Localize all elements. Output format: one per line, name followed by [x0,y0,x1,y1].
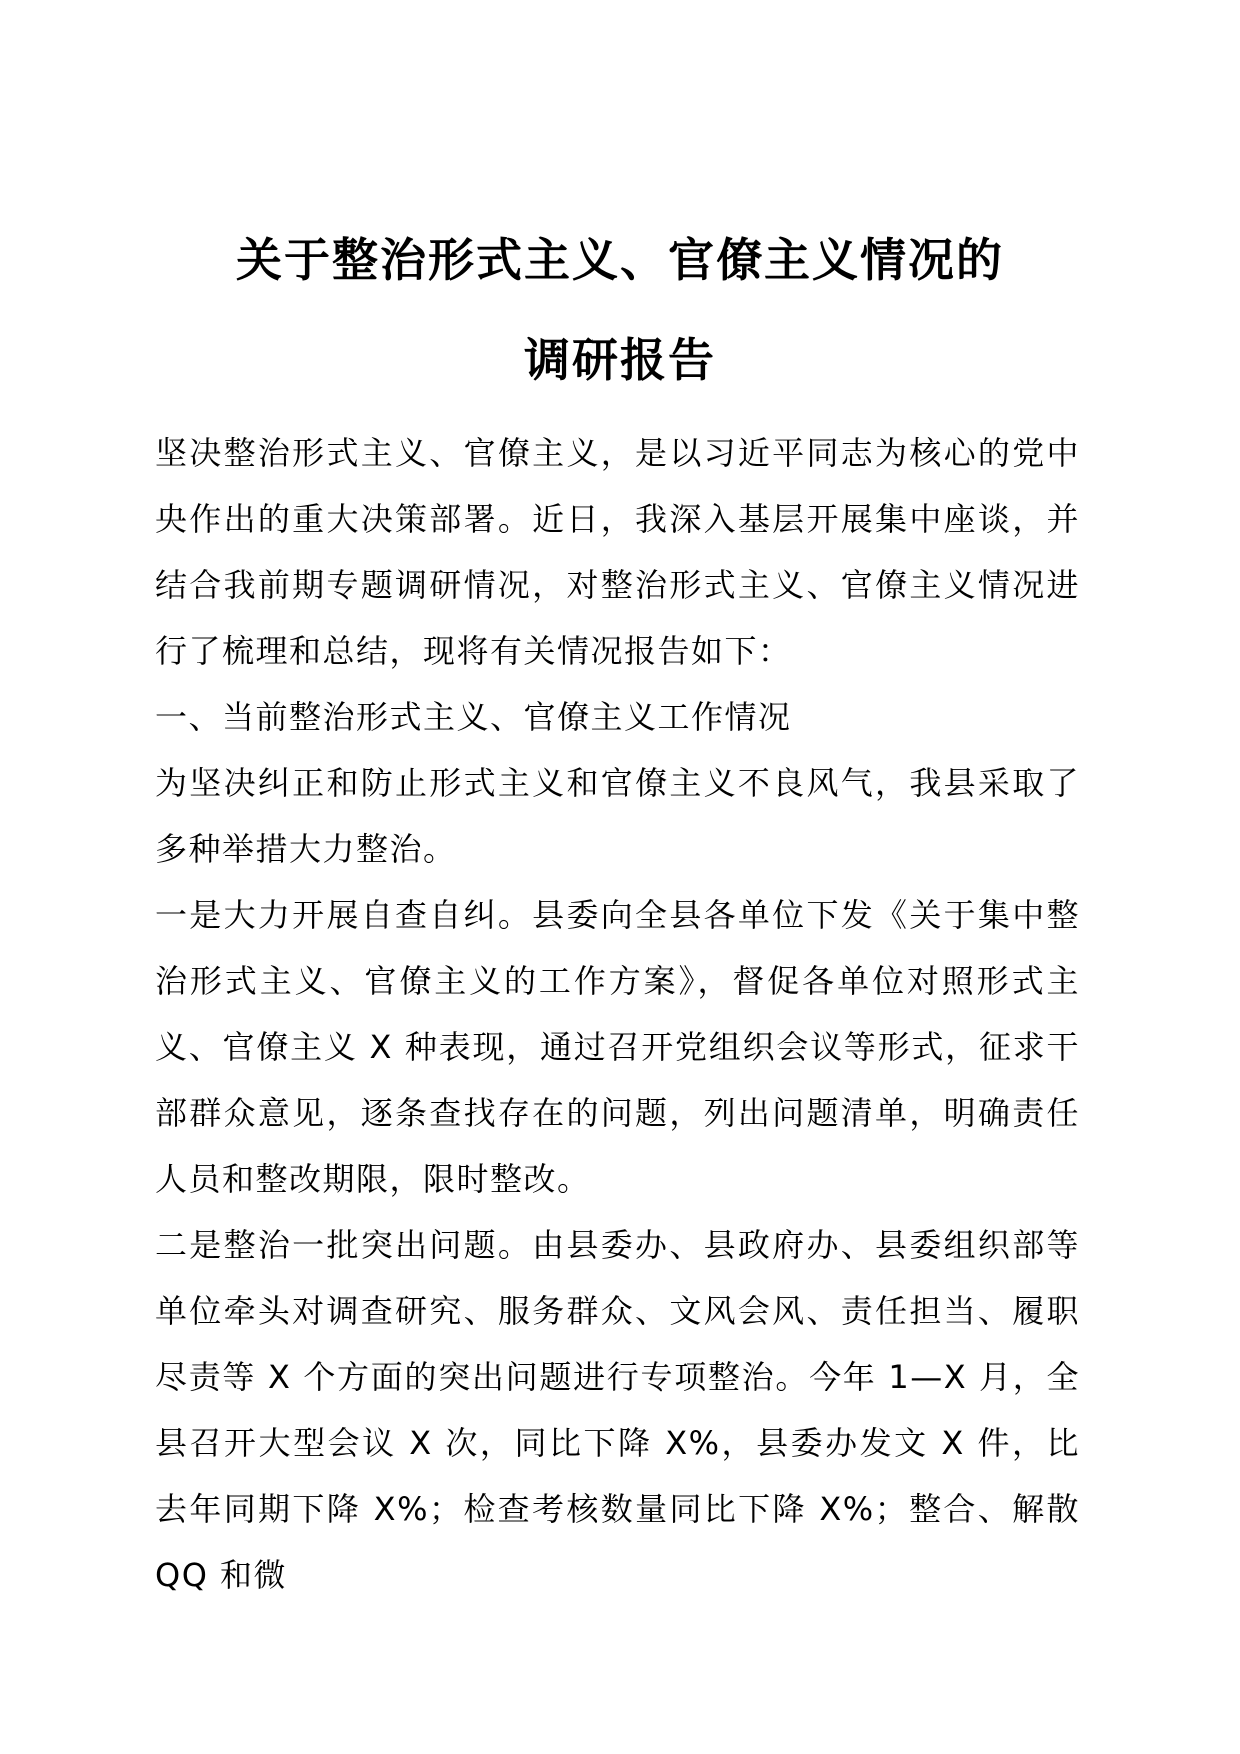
document-title [0,210,1240,410]
document-body [155,420,1080,1608]
section-heading-1: 一、当前整治形式主义、官僚主义工作情况 [155,698,792,736]
title-line-1: 关于整治形式主义、官僚主义情况的 [236,233,1004,287]
paragraph-rectification: 二是整治一批突出问题。由县委办、县政府办、县委组织部等单位牵头对调查研究、服务群众、文风会风、责任担当、履职尽责等 X 个方面的突出问题进行专项整治。今年 1—X 月，全县召开大型会议 X 次，同比下降 X%，县委办发文 X 件，比去年同期下降 X%；检查考核数量同比下降 X%；整合、解散 QQ 和微 [155,1226,1080,1594]
paragraph-self-inspection: 一是大力开展自查自纠。县委向全县各单位下发《关于集中整治形式主义、官僚主义的工作方案》，督促各单位对照形式主义、官僚主义 X 种表现，通过召开党组织会议等形式，征求干部群众意见，逐条查找存在的问题，列出问题清单，明确责任人员和整改期限，限时整改。 [155,896,1080,1198]
paragraph-measures: 为坚决纠正和防止形式主义和官僚主义不良风气，我县采取了多种举措大力整治。 [155,764,1080,868]
paragraph-intro: 坚决整治形式主义、官僚主义，是以习近平同志为核心的党中央作出的重大决策部署。近日，我深入基层开展集中座谈，并结合我前期专题调研情况，对整治形式主义、官僚主义情况进行了梳理和总结，现将有关情况报告如下： [155,434,1080,670]
title-line-2: 调研报告 [524,333,716,387]
